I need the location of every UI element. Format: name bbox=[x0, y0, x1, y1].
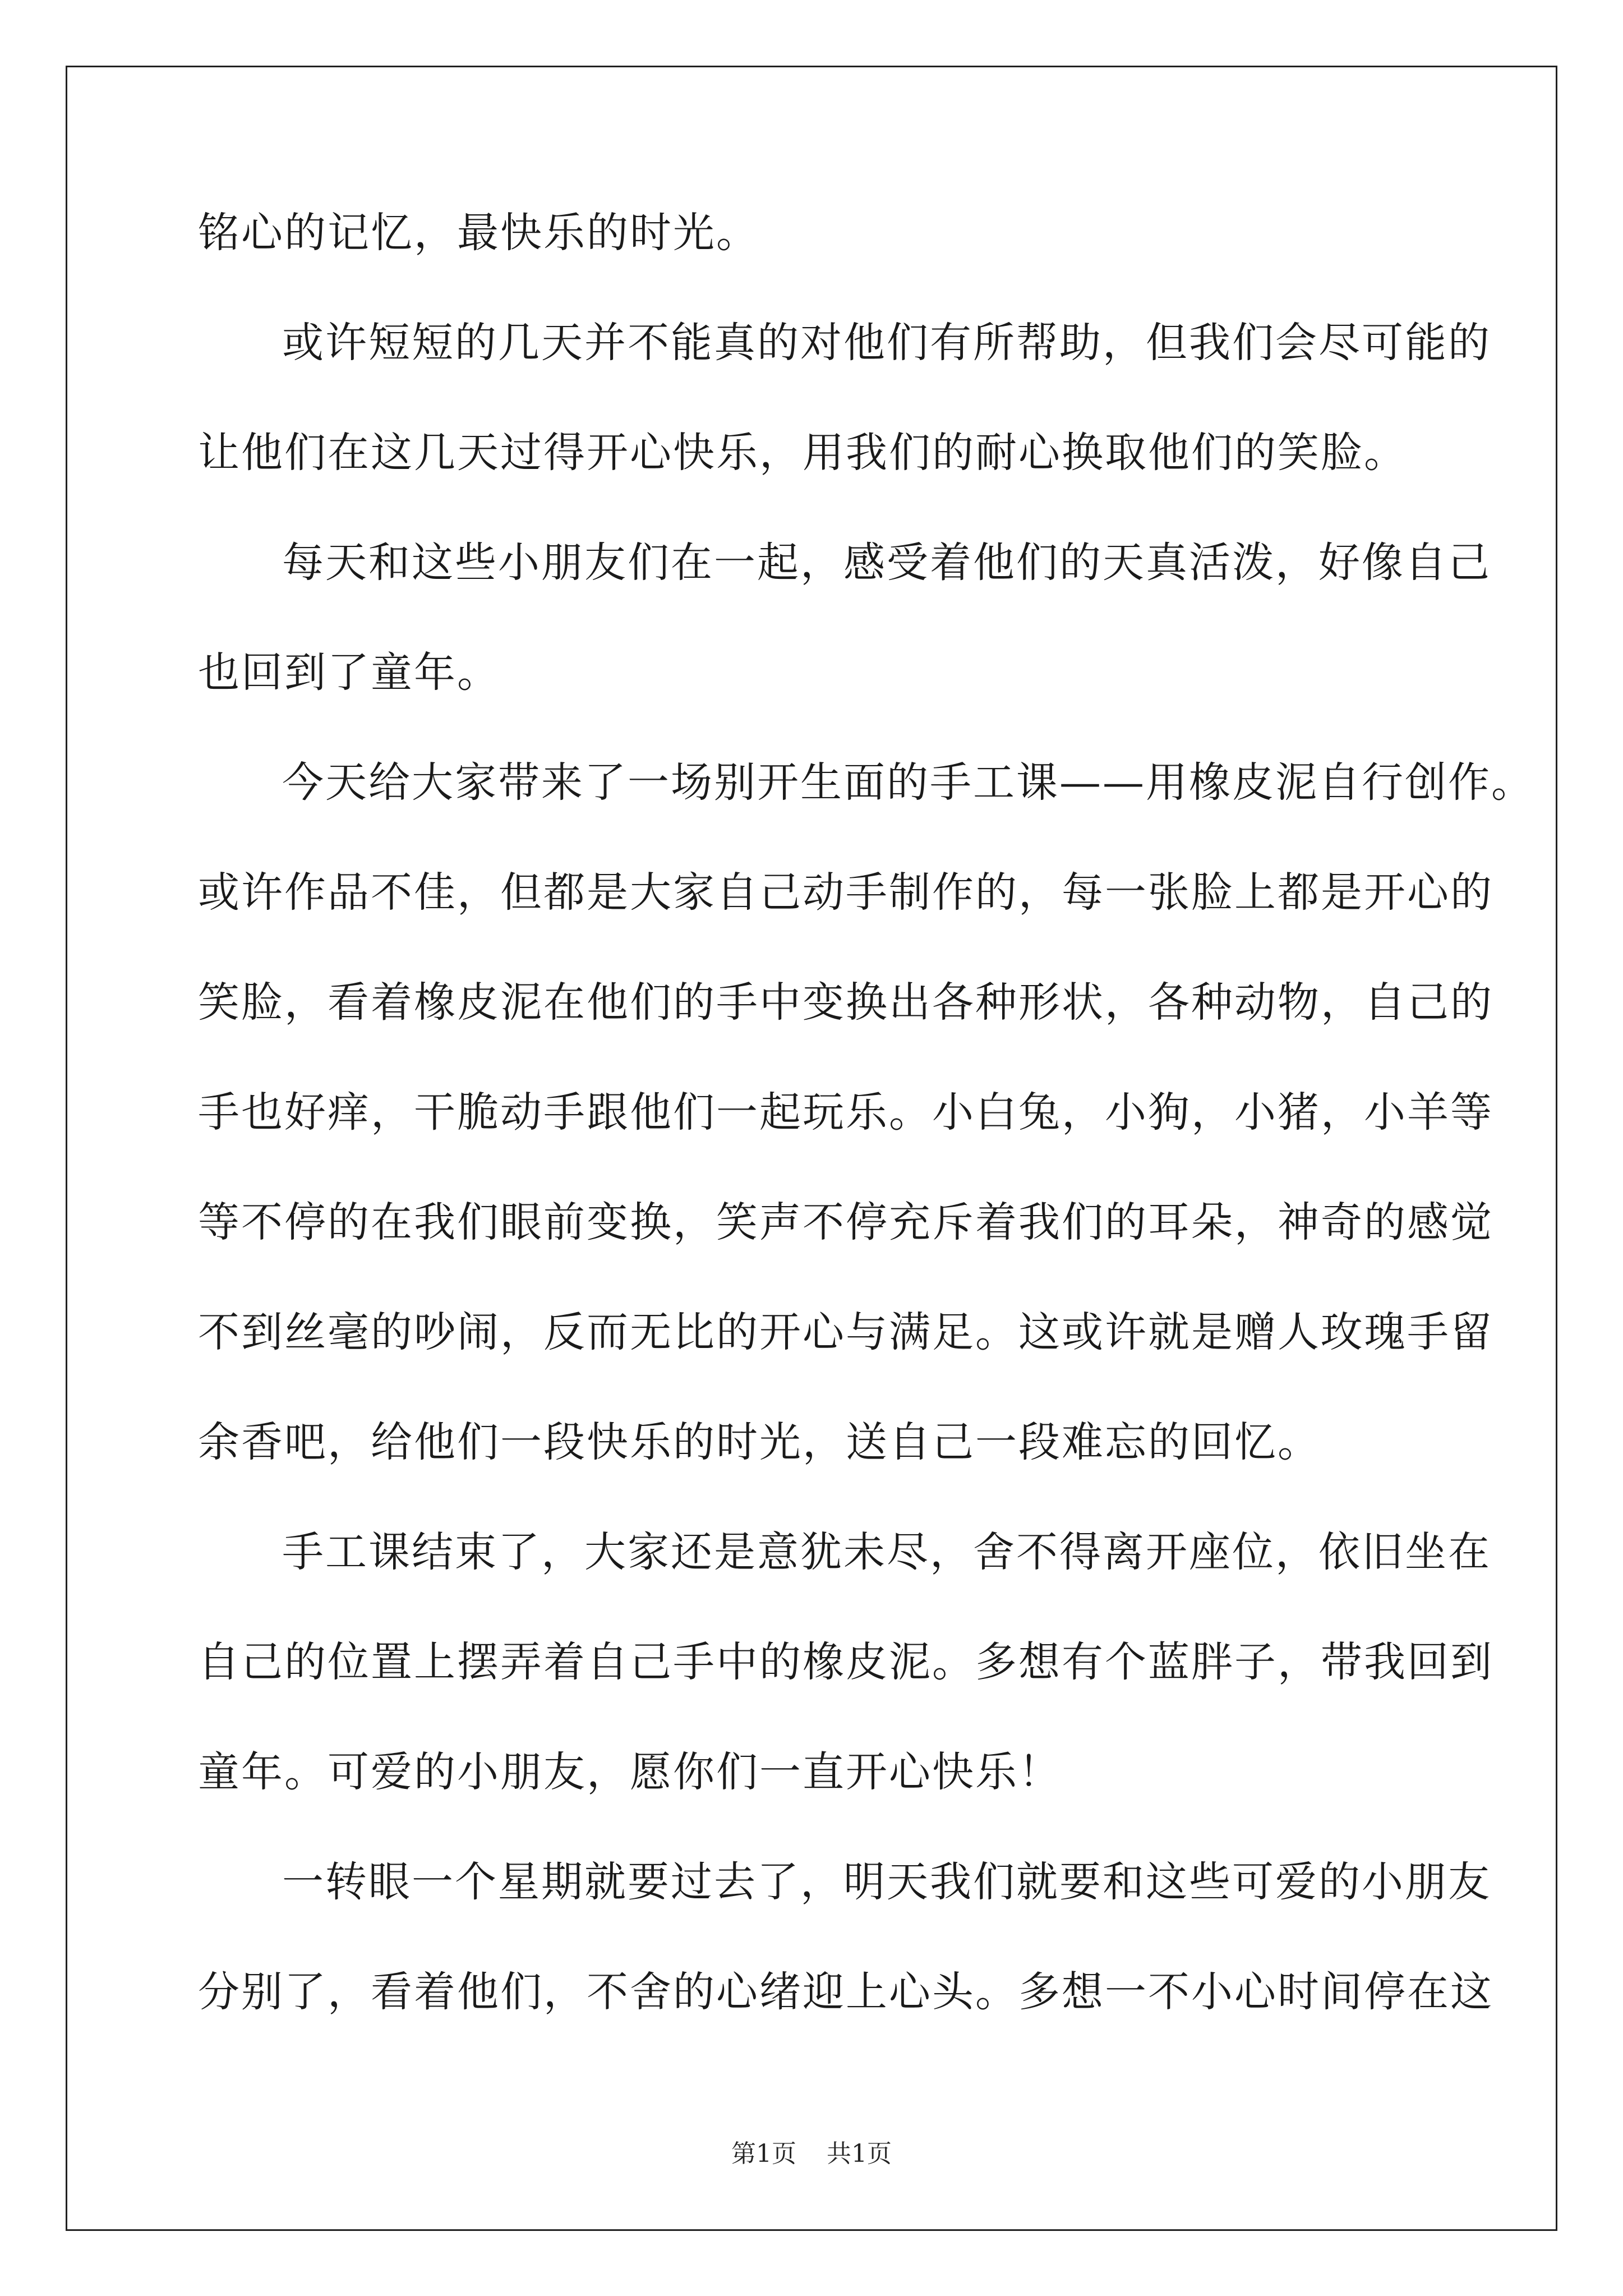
text-line: 自己的位置上摆弄着自己手中的橡皮泥。多想有个蓝胖子，带我回到 bbox=[198, 1638, 1493, 1686]
text-line: 不到丝毫的吵闹，反而无比的开心与满足。这或许就是赠人玫瑰手留 bbox=[198, 1308, 1493, 1356]
text-line: 也回到了童年。 bbox=[198, 648, 500, 697]
page-total: 共1页 bbox=[827, 2139, 892, 2168]
text-line: 手工课结束了，大家还是意犹未尽，舍不得离开座位，依旧坐在 bbox=[282, 1528, 1491, 1576]
text-line: 分别了，看着他们，不舍的心绪迎上心头。多想一不小心时间停在这 bbox=[198, 1968, 1493, 2016]
text-line: 等不停的在我们眼前变换，笑声不停充斥着我们的耳朵，神奇的感觉 bbox=[198, 1198, 1493, 1246]
text-line: 笑脸，看着橡皮泥在他们的手中变换出各种形状，各种动物，自己的 bbox=[198, 978, 1493, 1027]
text-line: 手也好痒，干脆动手跟他们一起玩乐。小白兔，小狗，小猪，小羊等 bbox=[198, 1088, 1493, 1137]
text-line: 余香吧，给他们一段快乐的时光，送自己一段难忘的回忆。 bbox=[198, 1418, 1321, 1466]
text-line: 每天和这些小朋友们在一起，感受着他们的天真活泼，好像自己 bbox=[282, 539, 1491, 587]
text-line: 或许短短的几天并不能真的对他们有所帮助，但我们会尽可能的 bbox=[282, 319, 1491, 367]
text-line: 童年。可爱的小朋友，愿你们一直开心快乐！ bbox=[198, 1748, 1062, 1796]
text-line: 或许作品不佳，但都是大家自己动手制作的，每一张脸上都是开心的 bbox=[198, 868, 1493, 917]
text-line: 一转眼一个星期就要过去了，明天我们就要和这些可爱的小朋友 bbox=[282, 1858, 1491, 1906]
text-line: 今天给大家带来了一场别开生面的手工课——用橡皮泥自行创作。 bbox=[282, 758, 1534, 807]
page-number: 第1页 bbox=[731, 2139, 796, 2168]
text-line: 铭心的记忆，最快乐的时光。 bbox=[198, 209, 759, 257]
page-footer bbox=[0, 2137, 1623, 2171]
text-line: 让他们在这几天过得开心快乐，用我们的耐心换取他们的笑脸。 bbox=[198, 429, 1407, 477]
